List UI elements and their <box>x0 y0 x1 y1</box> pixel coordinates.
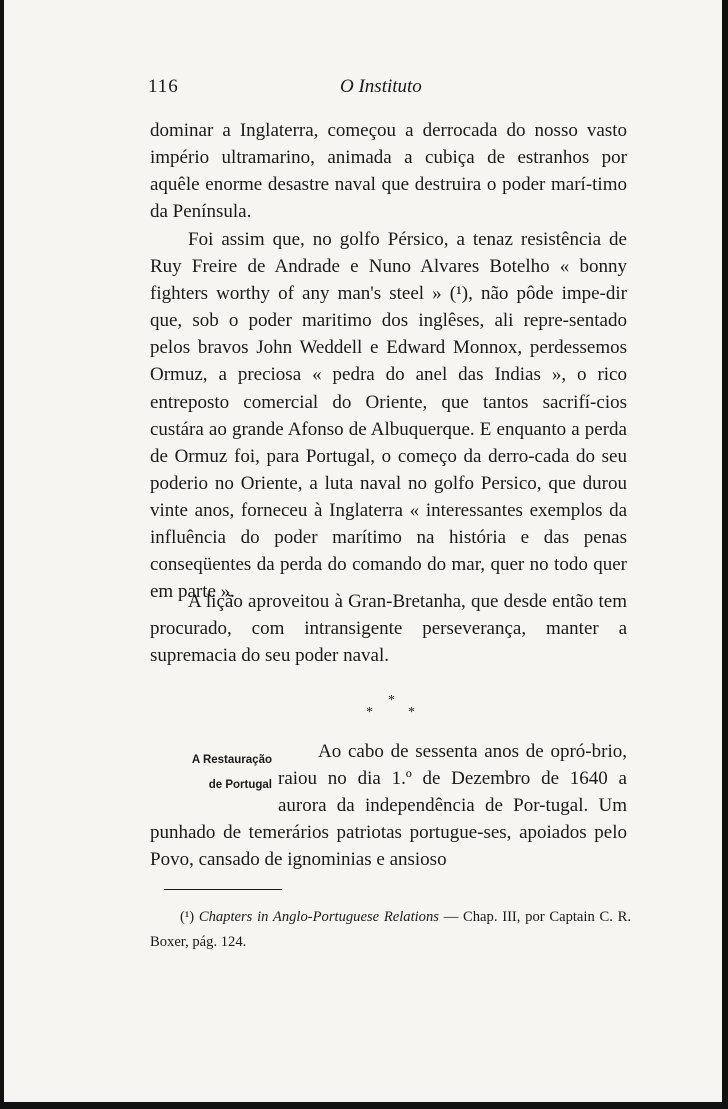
running-head <box>4 76 722 106</box>
paragraph-3-text: A lição aproveitou à Gran-Bretanha, que desde então tem procurado, com intransigente perseverança, manter a supremacia do seu poder naval. <box>150 591 627 667</box>
asterism-star-top: * <box>388 693 395 708</box>
paragraph-4-text: Ao cabo de sessenta anos de opró-brio, raiou no dia 1.º de Dezembro de 1640 a aurora da independência de Por-tugal. Um punhado de temerários patriotas portugue-ses, apoiados pelo Povo, cansado de ignominias e ansioso <box>150 741 627 871</box>
journal-title: O Instituto <box>340 76 422 97</box>
footnote-rule <box>164 889 282 890</box>
paragraph-1-text: dominar a Inglaterra, começou a derrocada do nosso vasto império ultramarino, animada a cubiça de estranhos por aquêle enorme desastre naval que destruira o poder marí-timo da Península. <box>150 120 627 223</box>
asterism-star-right: * <box>408 705 415 720</box>
book-page <box>4 0 722 1102</box>
footnote-marker: (¹) <box>180 909 195 925</box>
section-break-asterism <box>4 690 722 730</box>
margin-note-line-1: A Restauração <box>191 754 272 766</box>
footnote-rest: — Chap. III, por Captain C. R. Boxer, pág. 124. <box>150 909 631 950</box>
footnote <box>150 905 631 955</box>
footnote-title: Chapters in Anglo-Portuguese Relations <box>198 909 439 925</box>
paragraph-2-text: Foi assim que, no golfo Pérsico, a tenaz resistência de Ruy Freire de Andrade e Nuno Alvares Botelho « bonny fighters worthy of any man's steel » (¹), não pôde impe-dir que, sob o poder maritimo dos inglêses, ali repre-sentado pelos bravos John Weddell e Edward Monnox, perdessemos Ormuz, a preciosa « pedra do anel das Indias », o rico entreposto comercial do Oriente, que tantos sacrifí-cios custára ao grande Afonso de Albuquerque. E enquanto a perda de Ormuz foi, para Portugal, o começo da derro-cada do seu poderio no Oriente, a luta naval no golfo Persico, que durou vinte anos, forneceu à Inglaterra « interessantes exemplos da influência do poder marítimo na história e das penas conseqüentes da perda do comando do mar, quer no todo quer em parte ». <box>150 229 627 603</box>
margin-note-space <box>150 738 278 818</box>
paragraph-1 <box>150 117 627 225</box>
paragraph-3 <box>150 588 627 669</box>
paragraph-4 <box>150 738 627 873</box>
paragraph-2 <box>150 226 627 605</box>
page-number: 116 <box>148 76 179 97</box>
scan-edge <box>722 0 728 1109</box>
asterism-star-left: * <box>366 705 373 720</box>
margin-note-line-2: de Portugal <box>208 779 272 791</box>
